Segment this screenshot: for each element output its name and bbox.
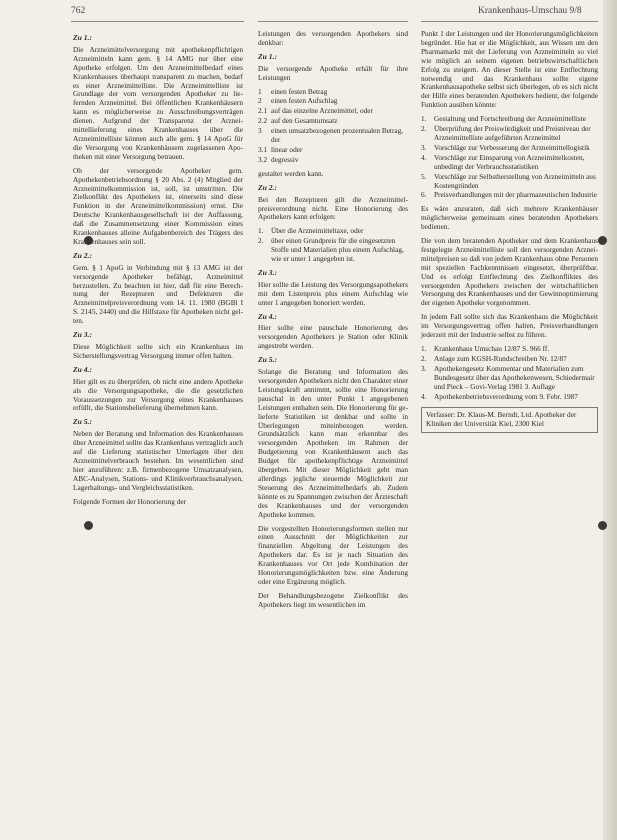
section-heading: Zu 1.: <box>73 33 92 42</box>
section-heading: Zu 5.: <box>258 355 277 365</box>
list-item-number: 1. <box>421 344 427 353</box>
section-heading: Zu 1.: <box>258 51 277 61</box>
list-item-number: 2. <box>421 353 427 363</box>
section-heading: Zu 4.: <box>73 364 92 374</box>
list-item <box>421 125 598 143</box>
list-item-number: 1 <box>258 86 262 96</box>
list-item-number: 3 <box>258 126 262 136</box>
paragraph: Der Behandlungsbezogene Zielkonflikt des Apothekers liegt im wesentlichen im <box>258 590 408 609</box>
list-item <box>421 173 598 191</box>
paragraph: Bei den Rezepturen gilt die Arzneimittelpreisverordnung nicht. Eine Honorierung des Apothekers kann erfolgen: <box>258 194 408 222</box>
list-item-text: Krankenhaus Umschau 12/87 S. 966 ff. <box>434 344 550 353</box>
paragraph: Solange die Beratung und Information des versorgenden Apothekers nicht den Charakter einer Leistungskraft annimmt, sollte eine Honorierung pauschal in den unter Punkt 1 angegebenen Leistungen enthalten sein. Die Honorierung für gelieferte Statistiken ist denkbar und sollte in Überlegungen miteinbezogen werden. Grundsätzlich kann man erkennbar des versorgenden Apotheken im Rahmen der Budgetierung von Krankenhäusern auch das Budget für apothekenpflichtige Arzneimittel übergeben. Mit dieser Möglichkeit geht man allerdings jegliche steuernde Möglichkeit zur Steuerung des Arzneimittelbedarfs ab. Zudem könnte es zu Spannungen zwischen der Ärzteschaft des Krankenhauses und der versorgenden Apotheke kommen. <box>258 367 409 519</box>
text-column-2 <box>258 30 408 615</box>
list-item <box>258 107 408 116</box>
paragraph: Hier gilt es zu überprüfen, ob nicht eine andere Apotheke als die Versorgungsapotheke, die die gesetzlichen Voraussetzungen zur Versorgung eines Krankenhauses erfüllt, die Stationsbelieferung übernehmen kann. <box>73 376 243 413</box>
section-heading: Zu 3.: <box>73 330 92 340</box>
paragraph: Hier sollte die Leistung des Versorgungsapothekers mit dem Listenpreis plus einem Aufschlag wie unter 1 angegeben honoriert werden. <box>258 279 408 307</box>
list-item-text: einen festen Aufschlag <box>271 96 338 106</box>
paragraph: Hier sollte eine pauschale Honorierung des versorgenden Apothekers je Station oder Klinik angestrebt werden. <box>258 323 408 351</box>
list-item-text: Vorschläge zur Selbstherstellung von Arzneimitteln aus Kostengründen <box>434 171 596 190</box>
list-item-text: über einen Grundpreis für die eingesetzten Stoffe und Materialien plus einem Aufschlag, wie er unter 1 angegeben ist. <box>271 236 404 264</box>
list-item-number: 2 <box>258 96 262 106</box>
header-rule <box>258 21 408 22</box>
paragraph: In jedem Fall sollte sich das Krankenhaus die Möglichkeit im Versorgungsvertrag offen halten, Preisverhandlungen jederzeit mit der Industrie selbst zu führen. <box>421 312 598 340</box>
punch-hole-right-lower <box>598 521 607 530</box>
list-item <box>258 156 408 165</box>
list-item-text: Über die Arzneimitteltaxe, oder <box>271 226 364 236</box>
list-item <box>258 237 408 264</box>
header-rule <box>71 21 244 22</box>
list-item <box>421 115 598 124</box>
author-box: Verfasser: Dr. Klaus-M. Berndt, Ltd. Apotheker der Kliniken der Universität Kiel, 2300 Kiel <box>421 407 598 433</box>
numbered-list <box>258 227 408 264</box>
list-item-number: 1. <box>258 226 264 236</box>
page-number: 762 <box>71 6 86 16</box>
list-item-number: 2. <box>421 124 427 134</box>
list-item-number: 1. <box>421 114 427 124</box>
paragraph: Punkt 1 der Leistungen und der Honorierungsmöglichkeiten begründet. Hie hat er die Möglichkeit, aus Wissen um den Pharmamarkt mit der Lieferung von Arzneimitteln so viel wie möglich an seinem eigenen betriebswirtschaftlichen Erfolg zu steigern. An dieser Stelle ist eine Entflechtung notwendig und das Krankenhaus sollte eigene Krankenhausapotheke selbst sich überlegen, ob es sich nicht der Hilfe eines beratenden Apothekers bedient, der folgende Funktion ausüben könnte: <box>421 29 598 110</box>
list-item-text: Vorschläge zur Einsparung von Arzneimittelkosten, unbedingt der Verbrauchsstatistiken <box>434 152 585 171</box>
paragraph: Neben der Beratung und Information des Krankenhauses über Arzneimittel sollte das Krankenhaus vertraglich auch auf die Lieferung statistischer Unterlagen über den Arzneimittelverbrauch bestehen. Im wesentlichen sind hier anzuführen: z.B. firmenbezogene Umsatzanalysen, ABC-Analysen, Stations- und Klinikverbrauchsanalysen, Lagerhaltungs- und Vergleichsstatistiken. <box>73 429 243 492</box>
list-item <box>421 144 598 153</box>
list-item-text: auf den Gesamtumsatz <box>271 116 338 126</box>
numbered-list <box>258 88 408 165</box>
list-item-number: 3.1 <box>258 144 268 154</box>
list-item-text: Vorschläge zur Verbesserung der Arzneimittellogistik <box>434 142 590 152</box>
scan-edge-shadow <box>603 0 617 840</box>
paragraph: Folgende Formen der Honorierung der <box>73 496 187 506</box>
list-item <box>258 97 408 106</box>
list-item-text: Apothekenbetriebsverordnung vom 9. Febr. 1987 <box>434 391 578 401</box>
section-heading: Zu 4.: <box>258 311 277 321</box>
list-item <box>421 355 598 364</box>
list-item-number: 2.2 <box>258 116 268 126</box>
paragraph: Die vorgestellten Honorierungsformen stellen nur einen Ausschnitt der Möglichkeiten zur finanziellen Abgeltung der Leistungen des Apothekers dar. Es ist je nach Situation des Krankenhauses vor Ort jede Kombination der Honorierungsmöglichkeiten bzw. eine Änderung oder eine Ergänzung möglich. <box>258 523 408 586</box>
list-item <box>258 227 408 236</box>
list-item-text: linear oder <box>271 144 303 154</box>
list-item-number: 3. <box>421 142 427 152</box>
list-item-text: Apothekengesetz Kommentar und Materialien zum Bundesgesetz über das Apothekenwesen, Schiedermair und Pieck – Govi-Verlag 1981 3. Auflage <box>434 363 595 391</box>
list-item-number: 3. <box>421 363 427 373</box>
paragraph: Es wäre anzuraten, daß sich mehrere Krankenhäuser möglicherweise gemeinsam eines beratenden Apothekers bedienen. <box>421 204 598 232</box>
list-item-text: Überprüfung der Preiswürdigkeit und Preisniveau der Arzneimittelliste aufgeführten Arzneimittel <box>434 124 591 142</box>
running-title: Krankenhaus-Umschau 9/8 <box>478 6 582 16</box>
paragraph: gestaltet werden kann. <box>258 168 324 178</box>
paragraph: Leistungen des versorgenden Apothekers sind denkbar: <box>258 29 408 47</box>
list-item-text: Gestaltung und Fortschreibung der Arzneimittelliste <box>434 114 586 124</box>
header-rule <box>421 21 598 22</box>
paragraph: Die von dem beratenden Apotheker und dem Krankenhaus festgelegte Arzneimittelliste soll den versorgenden Arzneimittelpreisen so daß von jedem Krankenhaus ohne Personen mit speziellen Fachkenntnissen eingesetzt, überprüftbar. Und es erfolgt Entflechtung des Zielkonfliktes des versorgenden Apothekers zwischen der wirtschaftlichen Versorgung des Krankenhauses und der Gewinnoptimierung der eigenen Apotheke vorgenommen. <box>421 236 598 308</box>
paragraph: Diese Möglichkeit sollte sich ein Krankenhaus im Sicherstellungsvertrag Versorgung immer offen halten. <box>73 342 243 360</box>
list-item <box>421 393 598 402</box>
list-item-number: 2. <box>258 236 264 246</box>
section-heading: Zu 2.: <box>258 182 277 192</box>
list-item-text: auf das einzelne Arzneimittel, oder <box>271 106 373 116</box>
section-heading: Zu 2.: <box>73 250 92 260</box>
list-item-text: einen umsatzbezogenen prozentualen Betrag, der <box>271 126 404 145</box>
list-item-number: 2.1 <box>258 106 268 116</box>
list-item-text: degressiv <box>271 154 299 164</box>
section-heading: Zu 3.: <box>258 267 277 277</box>
list-item-text: Preisverhandlungen mit der pharmazeutischen Industrie <box>434 190 597 200</box>
list-item <box>421 345 598 354</box>
numbered-list <box>421 345 598 401</box>
list-item <box>421 154 598 172</box>
list-item-number: 5. <box>421 171 427 181</box>
list-item <box>258 88 408 97</box>
punch-hole-left-lower <box>84 521 93 530</box>
list-item <box>421 191 598 200</box>
paragraph: Ob der versorgende Apotheker gem. Apothekenbetriebsordnung § 20 Abs. 2 (4) Mitglied der Arzneimittelkommission ist, soll, ist umstritten. Die Zielkonflikt des Apothekers ist, einerseits sind diese Funktion in der Arzneimittelkommission) ernst. Die Deutsche Krankenhausgesellschaft ist der Auffassung, daß die Zusammensetzung einer Kommission eines Krankenhauses alleine Aufgabenbereich des Trägers des Krankenhauses sein soll. <box>73 165 243 246</box>
list-item-text: einen festen Betrag <box>271 86 328 96</box>
list-item-number: 3.2 <box>258 154 268 164</box>
paragraph: Gem. § 1 ApoG in Verbindung mit § 13 AMG ist der versorgende Apotheker befähigt, Arzneimittel herzustellen. Zu beachten ist hier, daß für eine Berechnung der Rezepturen und Defekturen die Arzneimittelpreisverordnung vom 14. 11. 1980 (BGBl I S. 2145, 2440) und die Hilfstaxe für Apotheken nicht gelten. <box>73 262 243 326</box>
numbered-list <box>421 115 598 200</box>
section-heading: Zu 5.: <box>73 417 92 427</box>
list-item <box>421 365 598 392</box>
list-item-number: 4. <box>421 391 427 401</box>
text-column-3 <box>421 30 598 433</box>
list-item <box>258 146 408 155</box>
punch-hole-right <box>598 236 607 245</box>
list-item-number: 4. <box>421 152 427 162</box>
text-column-1 <box>73 30 243 512</box>
list-item <box>258 117 408 126</box>
paragraph: Die Arzneimittelversorgung mit apothekenpflichtigen Arzneimitteln kann gem. § 14 AMG nur über eine Apotheke erfolgen. Um den Arzneimittelbedarf eines Krankenhauses überhaupt transparent zu machen, bedarf es einer Arzneimittelliste. Die Arzneimittelliste ist Grundlage der vom versorgenden Apotheker zu liefernden Arzneimittel. Bei öffentlichen Krankenhäusern kann es möglicherweise zu Ausschreibungsverträgen dienen. Aufgrund der Transparenz der Arzneimittellieferung eines Krankenhauses über die Arzneimittelliste können auch alle gem. § 14 ApoG für die Versorgung von Krankenhäusern zugelassenen Apotheken mit einer Versorgung betrauen. <box>73 44 243 161</box>
list-item-text: Anlage zum KGSH-Rundschreiben Nr. 12/87 <box>434 353 567 363</box>
list-item-number: 6. <box>421 190 427 200</box>
paragraph: Die versorgende Apotheke erhält für ihre Leistungen <box>258 63 408 82</box>
list-item <box>258 127 408 145</box>
